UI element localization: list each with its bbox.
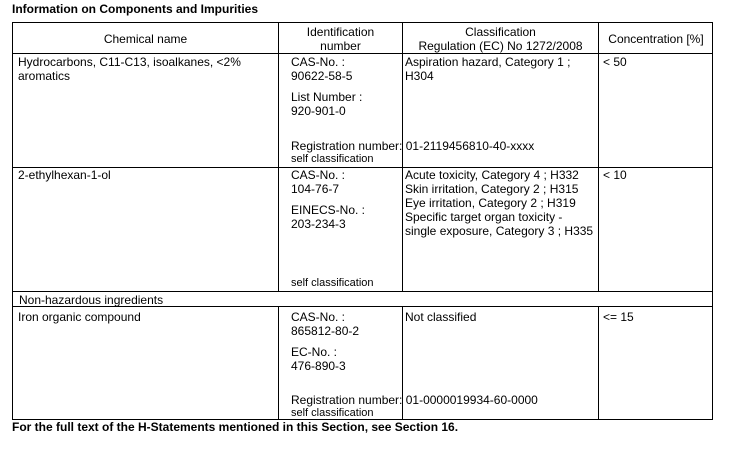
row2-classification-4: Specific target organ toxicity - — [405, 210, 563, 224]
row1-chemical-name-cont: aromatics — [18, 69, 71, 83]
row3-cas-label: CAS-No. : — [291, 310, 346, 324]
row2-classification-2: Skin irritation, Category 2 ; H315 — [405, 182, 579, 196]
footer-note: For the full text of the H-Statements mentioned in this Section, see Section 16. — [12, 420, 459, 434]
row1-list-label: List Number : — [291, 90, 363, 104]
header-regulation: Regulation (EC) No 1272/2008 — [418, 39, 583, 53]
col-divider-1b — [278, 307, 279, 420]
header-chemical-name: Chemical name — [103, 32, 188, 46]
row2-chemical-name: 2-ethylhexan-1-ol — [18, 168, 111, 182]
row2-cas-value: 104-76-7 — [291, 182, 340, 196]
header-concentration: Concentration [%] — [608, 32, 704, 46]
col-divider-1 — [278, 23, 279, 291]
header-divider — [13, 53, 712, 54]
row3-chemical-name: Iron organic compound — [18, 310, 141, 324]
row2-einecs-value: 203-234-3 — [291, 217, 346, 231]
section-title: Information on Components and Impurities — [12, 2, 258, 16]
row2-classification-5: single exposure, Category 3 ; H335 — [405, 224, 594, 238]
non-hazardous-band — [13, 291, 712, 307]
row1-cas-value: 90622-58-5 — [291, 69, 353, 83]
header-identification-number: number — [320, 39, 361, 53]
header-classification: Classification — [465, 25, 536, 39]
row3-self-classification: self classification — [291, 407, 374, 419]
row1-chemical-name: Hydrocarbons, C11-C13, isoalkanes, <2% — [18, 55, 241, 69]
row2-concentration: < 10 — [603, 168, 627, 182]
header-identification: Identification — [306, 25, 375, 39]
components-table — [12, 22, 713, 420]
row1-classification: Aspiration hazard, Category 1 ; — [405, 55, 571, 69]
row3-registration: Registration number: 01-0000019934-60-0000 — [291, 393, 538, 407]
row2-cas-label: CAS-No. : — [291, 168, 346, 182]
row1-classification-code: H304 — [405, 69, 434, 83]
row3-classification: Not classified — [405, 310, 477, 324]
row3-ec-label: EC-No. : — [291, 345, 338, 359]
row2-einecs-label: EINECS-No. : — [291, 203, 366, 217]
row1-list-value: 920-901-0 — [291, 104, 346, 118]
row1-concentration: < 50 — [603, 55, 627, 69]
row1-cas-label: CAS-No. : — [291, 55, 346, 69]
section-label: Non-hazardous ingredients — [19, 293, 164, 307]
row3-ec-value: 476-890-3 — [291, 359, 346, 373]
col-divider-3b — [598, 307, 599, 420]
row2-self-classification: self classification — [291, 277, 374, 289]
col-divider-3 — [598, 23, 599, 291]
row1-registration: Registration number: 01-2119456810-40-xxxx — [291, 139, 535, 153]
row3-concentration: <= 15 — [603, 310, 634, 324]
col-divider-2 — [402, 23, 403, 291]
row1-self-classification: self classification — [291, 153, 374, 165]
row3-cas-value: 865812-80-2 — [291, 324, 360, 338]
row2-classification-1: Acute toxicity, Category 4 ; H332 — [405, 168, 579, 182]
row2-classification-3: Eye irritation, Category 2 ; H319 — [405, 196, 576, 210]
